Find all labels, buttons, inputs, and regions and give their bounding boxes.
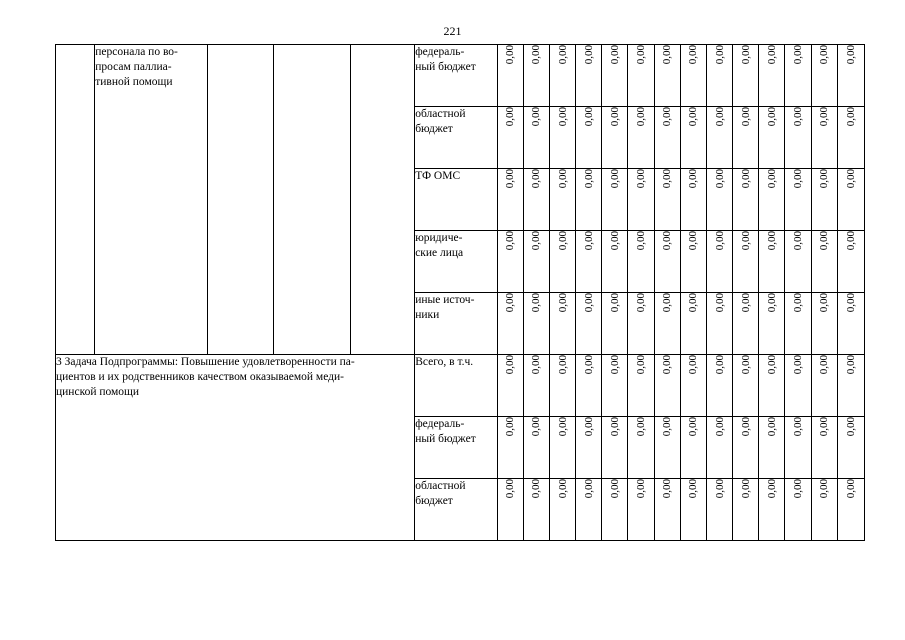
value-text: 0,00 xyxy=(530,45,543,65)
value-text: 0,00 xyxy=(687,231,700,251)
value-cell xyxy=(785,355,811,417)
value-text: 0,00 xyxy=(530,417,543,437)
value-cell xyxy=(628,107,654,169)
value-text: 0,00 xyxy=(582,293,595,313)
value-text: 0,00 xyxy=(818,417,831,437)
value-text: 0,00 xyxy=(635,355,648,375)
value-cell xyxy=(550,293,576,355)
value-cell xyxy=(576,355,602,417)
value-cell xyxy=(759,293,785,355)
value-cell xyxy=(706,169,732,231)
value-text: 0,00 xyxy=(687,293,700,313)
value-text: 0,00 xyxy=(844,417,857,437)
value-text: 0,00 xyxy=(687,355,700,375)
value-text: 0,00 xyxy=(713,355,726,375)
value-cell xyxy=(550,169,576,231)
value-text: 0,00 xyxy=(582,169,595,189)
value-text: 0,00 xyxy=(661,293,674,313)
value-cell xyxy=(759,45,785,107)
value-cell xyxy=(811,479,837,541)
value-text: 0,00 xyxy=(687,45,700,65)
value-text: 0,00 xyxy=(791,231,804,251)
value-text: 0,00 xyxy=(504,45,517,65)
value-cell xyxy=(654,355,680,417)
value-text: 0,00 xyxy=(818,45,831,65)
value-cell xyxy=(628,479,654,541)
funding-source: ТФ ОМС xyxy=(415,169,498,231)
value-cell xyxy=(759,107,785,169)
value-text: 0,00 xyxy=(713,417,726,437)
value-text: 0,00 xyxy=(608,479,621,499)
value-cell xyxy=(550,45,576,107)
value-text: 0,00 xyxy=(791,169,804,189)
value-text: 0,00 xyxy=(635,293,648,313)
value-text: 0,00 xyxy=(713,231,726,251)
value-cell xyxy=(837,417,864,479)
value-text: 0,00 xyxy=(844,479,857,499)
activity-line: тивной помощи xyxy=(95,76,173,88)
value-cell xyxy=(785,479,811,541)
value-text: 0,00 xyxy=(739,417,752,437)
value-text: 0,00 xyxy=(791,45,804,65)
value-cell xyxy=(837,293,864,355)
value-cell xyxy=(550,417,576,479)
value-cell xyxy=(523,293,549,355)
value-text: 0,00 xyxy=(530,479,543,499)
value-text: 0,00 xyxy=(687,479,700,499)
value-cell xyxy=(654,479,680,541)
value-cell xyxy=(733,417,759,479)
value-cell xyxy=(733,45,759,107)
value-cell xyxy=(523,45,549,107)
value-cell xyxy=(497,479,523,541)
value-text: 0,00 xyxy=(556,45,569,65)
value-cell xyxy=(654,417,680,479)
budget-table xyxy=(55,44,865,541)
value-cell xyxy=(497,107,523,169)
value-text: 0,00 xyxy=(556,417,569,437)
empty-cell xyxy=(207,45,273,355)
activity-line: просам паллиа- xyxy=(95,61,172,73)
value-cell xyxy=(628,417,654,479)
value-cell xyxy=(811,417,837,479)
value-cell xyxy=(733,169,759,231)
value-cell xyxy=(706,293,732,355)
value-text: 0,00 xyxy=(635,417,648,437)
value-text: 0,00 xyxy=(844,231,857,251)
value-text: 0,00 xyxy=(504,107,517,127)
value-text: 0,00 xyxy=(635,231,648,251)
empty-cell xyxy=(350,45,414,355)
value-cell xyxy=(497,293,523,355)
value-text: 0,00 xyxy=(791,355,804,375)
value-text: 0,00 xyxy=(504,231,517,251)
value-text: 0,00 xyxy=(739,479,752,499)
table-row xyxy=(56,45,865,107)
value-cell xyxy=(497,45,523,107)
value-cell xyxy=(680,169,706,231)
task-title: 3 Задача Подпрограммы: Повышение удовлетворенности па- циентов и их родственников качеством оказываемой меди- цинской помощи xyxy=(56,355,415,541)
value-cell xyxy=(550,231,576,293)
value-text: 0,00 xyxy=(818,231,831,251)
value-cell xyxy=(680,355,706,417)
value-cell xyxy=(785,231,811,293)
value-cell xyxy=(837,169,864,231)
value-text: 0,00 xyxy=(844,107,857,127)
value-cell xyxy=(576,45,602,107)
value-cell xyxy=(497,355,523,417)
value-cell xyxy=(602,231,628,293)
value-cell xyxy=(680,417,706,479)
value-text: 0,00 xyxy=(791,107,804,127)
value-cell xyxy=(733,107,759,169)
value-cell xyxy=(759,231,785,293)
value-cell xyxy=(497,417,523,479)
value-cell xyxy=(706,417,732,479)
value-cell xyxy=(680,45,706,107)
value-text: 0,00 xyxy=(791,417,804,437)
value-cell xyxy=(523,169,549,231)
value-cell xyxy=(785,45,811,107)
value-cell xyxy=(837,479,864,541)
value-text: 0,00 xyxy=(713,169,726,189)
value-text: 0,00 xyxy=(687,417,700,437)
value-text: 0,00 xyxy=(844,169,857,189)
value-text: 0,00 xyxy=(818,479,831,499)
value-text: 0,00 xyxy=(530,231,543,251)
funding-source: областной бюджет xyxy=(415,479,498,541)
value-text: 0,00 xyxy=(765,45,778,65)
value-text: 0,00 xyxy=(608,45,621,65)
value-text: 0,00 xyxy=(635,107,648,127)
value-text: 0,00 xyxy=(661,479,674,499)
funding-source: федераль- ный бюджет xyxy=(415,417,498,479)
value-text: 0,00 xyxy=(661,355,674,375)
number-cell xyxy=(56,45,95,355)
value-cell xyxy=(628,293,654,355)
value-text: 0,00 xyxy=(661,107,674,127)
value-cell xyxy=(576,231,602,293)
page-number: 221 xyxy=(443,24,462,38)
value-cell xyxy=(523,107,549,169)
value-cell xyxy=(628,355,654,417)
value-text: 0,00 xyxy=(608,169,621,189)
value-cell xyxy=(811,107,837,169)
value-cell xyxy=(706,45,732,107)
value-text: 0,00 xyxy=(556,169,569,189)
value-cell xyxy=(811,231,837,293)
value-text: 0,00 xyxy=(818,169,831,189)
value-cell xyxy=(602,45,628,107)
value-cell xyxy=(706,479,732,541)
value-cell xyxy=(602,417,628,479)
value-cell xyxy=(811,45,837,107)
value-text: 0,00 xyxy=(582,479,595,499)
empty-cell xyxy=(274,45,350,355)
value-text: 0,00 xyxy=(504,355,517,375)
value-text: 0,00 xyxy=(818,293,831,313)
value-text: 0,00 xyxy=(661,45,674,65)
value-cell xyxy=(602,107,628,169)
value-cell xyxy=(497,169,523,231)
value-cell xyxy=(654,293,680,355)
value-cell xyxy=(497,231,523,293)
value-cell xyxy=(602,169,628,231)
value-text: 0,00 xyxy=(504,417,517,437)
value-cell xyxy=(706,231,732,293)
value-cell xyxy=(837,45,864,107)
value-text: 0,00 xyxy=(765,169,778,189)
value-cell xyxy=(811,355,837,417)
value-text: 0,00 xyxy=(582,107,595,127)
value-text: 0,00 xyxy=(739,107,752,127)
value-cell xyxy=(837,107,864,169)
value-text: 0,00 xyxy=(687,107,700,127)
value-text: 0,00 xyxy=(582,355,595,375)
value-text: 0,00 xyxy=(739,169,752,189)
activity-name xyxy=(95,45,208,355)
value-cell xyxy=(837,355,864,417)
value-text: 0,00 xyxy=(739,231,752,251)
value-text: 0,00 xyxy=(556,293,569,313)
value-cell xyxy=(706,107,732,169)
value-text: 0,00 xyxy=(530,355,543,375)
funding-source: иные источ- ники xyxy=(415,293,498,355)
value-cell xyxy=(759,417,785,479)
value-text: 0,00 xyxy=(765,417,778,437)
value-cell xyxy=(523,355,549,417)
value-cell xyxy=(654,45,680,107)
value-text: 0,00 xyxy=(844,355,857,375)
value-cell xyxy=(654,169,680,231)
value-text: 0,00 xyxy=(504,293,517,313)
value-cell xyxy=(680,107,706,169)
value-cell xyxy=(759,355,785,417)
value-text: 0,00 xyxy=(530,107,543,127)
value-cell xyxy=(576,479,602,541)
value-text: 0,00 xyxy=(635,45,648,65)
value-cell xyxy=(733,231,759,293)
value-text: 0,00 xyxy=(739,293,752,313)
value-text: 0,00 xyxy=(608,231,621,251)
value-text: 0,00 xyxy=(818,355,831,375)
value-cell xyxy=(654,107,680,169)
value-text: 0,00 xyxy=(530,293,543,313)
value-text: 0,00 xyxy=(530,169,543,189)
value-cell xyxy=(785,107,811,169)
value-text: 0,00 xyxy=(791,293,804,313)
value-text: 0,00 xyxy=(739,45,752,65)
value-text: 0,00 xyxy=(504,479,517,499)
value-text: 0,00 xyxy=(818,107,831,127)
value-cell xyxy=(733,479,759,541)
value-cell xyxy=(811,169,837,231)
value-cell xyxy=(680,479,706,541)
value-text: 0,00 xyxy=(608,107,621,127)
value-cell xyxy=(785,417,811,479)
value-cell xyxy=(837,231,864,293)
value-text: 0,00 xyxy=(791,479,804,499)
value-text: 0,00 xyxy=(661,169,674,189)
funding-source: федераль- ный бюджет xyxy=(415,45,498,107)
value-text: 0,00 xyxy=(765,231,778,251)
table-row xyxy=(56,355,865,417)
value-text: 0,00 xyxy=(844,293,857,313)
value-text: 0,00 xyxy=(713,107,726,127)
value-cell xyxy=(523,417,549,479)
value-text: 0,00 xyxy=(556,355,569,375)
funding-source: областной бюджет xyxy=(415,107,498,169)
value-text: 0,00 xyxy=(713,45,726,65)
value-text: 0,00 xyxy=(582,231,595,251)
value-cell xyxy=(576,107,602,169)
value-text: 0,00 xyxy=(765,107,778,127)
value-cell xyxy=(576,169,602,231)
value-cell xyxy=(576,293,602,355)
value-cell xyxy=(628,231,654,293)
value-cell xyxy=(628,45,654,107)
value-text: 0,00 xyxy=(504,169,517,189)
value-text: 0,00 xyxy=(608,355,621,375)
value-text: 0,00 xyxy=(661,231,674,251)
value-text: 0,00 xyxy=(713,293,726,313)
value-text: 0,00 xyxy=(556,479,569,499)
value-cell xyxy=(602,479,628,541)
value-cell xyxy=(733,355,759,417)
value-text: 0,00 xyxy=(635,479,648,499)
value-cell xyxy=(811,293,837,355)
value-text: 0,00 xyxy=(687,169,700,189)
value-cell xyxy=(654,231,680,293)
value-cell xyxy=(759,169,785,231)
value-cell xyxy=(680,231,706,293)
value-text: 0,00 xyxy=(765,479,778,499)
funding-source: юридиче- ские лица xyxy=(415,231,498,293)
value-text: 0,00 xyxy=(556,107,569,127)
value-cell xyxy=(523,479,549,541)
value-cell xyxy=(523,231,549,293)
activity-line: персонала по во- xyxy=(95,46,178,58)
value-text: 0,00 xyxy=(608,417,621,437)
funding-source: Всего, в т.ч. xyxy=(415,355,498,417)
value-cell xyxy=(602,293,628,355)
value-text: 0,00 xyxy=(582,417,595,437)
value-cell xyxy=(759,479,785,541)
value-cell xyxy=(628,169,654,231)
value-cell xyxy=(733,293,759,355)
value-cell xyxy=(576,417,602,479)
value-text: 0,00 xyxy=(713,479,726,499)
value-cell xyxy=(550,107,576,169)
value-text: 0,00 xyxy=(739,355,752,375)
value-cell xyxy=(602,355,628,417)
value-cell xyxy=(785,169,811,231)
value-text: 0,00 xyxy=(661,417,674,437)
value-cell xyxy=(785,293,811,355)
value-text: 0,00 xyxy=(635,169,648,189)
value-text: 0,00 xyxy=(844,45,857,65)
value-cell xyxy=(680,293,706,355)
value-text: 0,00 xyxy=(608,293,621,313)
value-cell xyxy=(550,355,576,417)
value-text: 0,00 xyxy=(582,45,595,65)
value-cell xyxy=(706,355,732,417)
value-text: 0,00 xyxy=(765,293,778,313)
value-text: 0,00 xyxy=(765,355,778,375)
value-cell xyxy=(550,479,576,541)
value-text: 0,00 xyxy=(556,231,569,251)
